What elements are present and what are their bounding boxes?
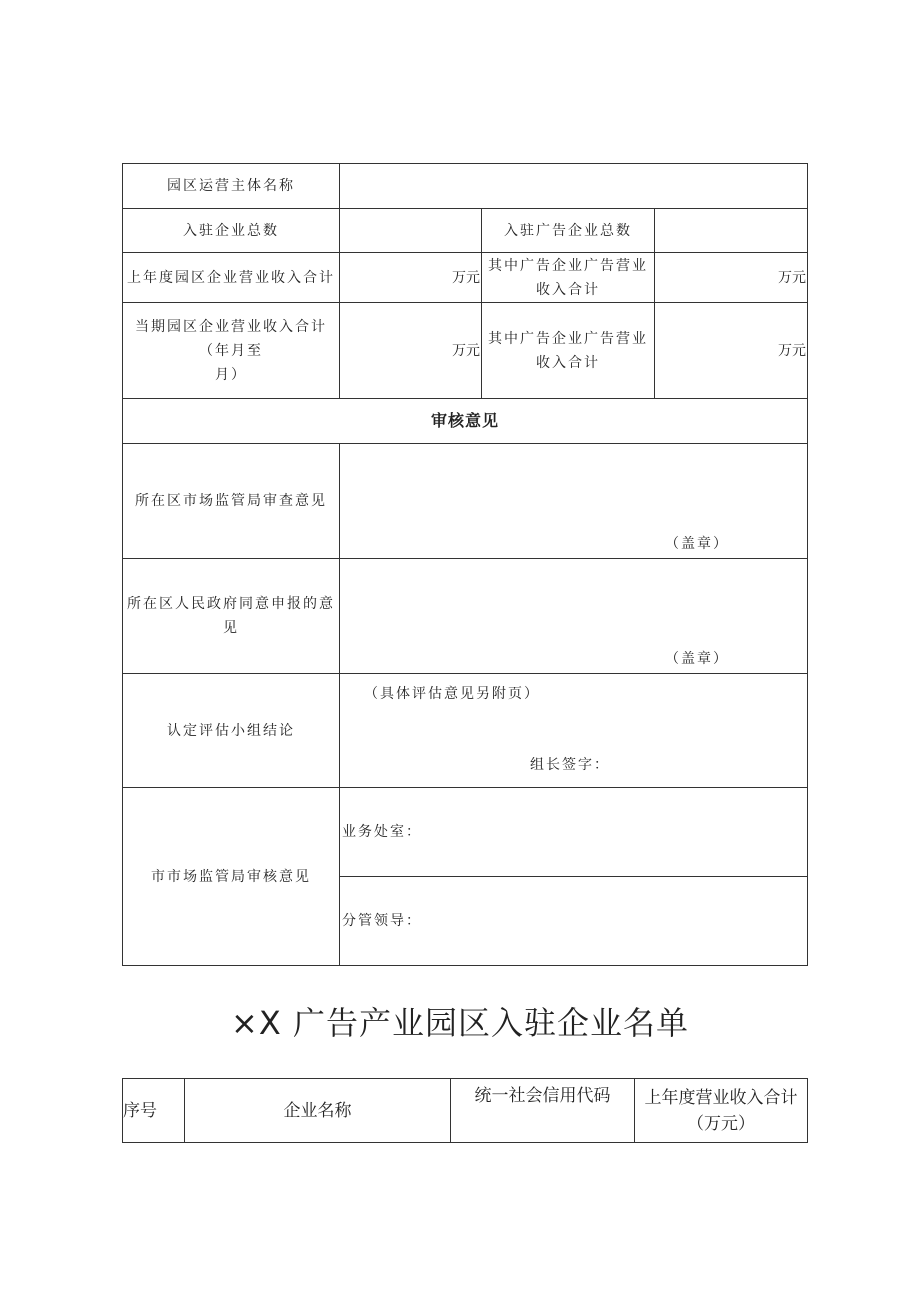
- review-heading-row: [123, 399, 808, 444]
- application-form-table: [122, 163, 808, 966]
- operator-value-field[interactable]: [340, 164, 808, 209]
- city-smb-row-1: [123, 788, 808, 877]
- current-revenue-label-line1: 当期园区企业营业收入合计: [135, 318, 327, 335]
- enterprise-list-title: ×X 广告产业园区入驻企业名单: [231, 1004, 689, 1042]
- current-revenue-unit: 万元: [452, 342, 480, 359]
- last-year-revenue-field[interactable]: [340, 253, 482, 303]
- panel-sign-label: 组长签字：: [530, 757, 610, 773]
- ad-enterprises-field[interactable]: [655, 209, 808, 253]
- last-year-ad-revenue-label: 其中广告企业广告营业收入合计: [482, 253, 655, 303]
- district-smb-opinion-field[interactable]: [340, 444, 808, 559]
- last-year-ad-revenue-unit: 万元: [778, 269, 807, 286]
- current-revenue-label-line2: （年月至: [199, 342, 263, 359]
- last-year-revenue-unit: 万元: [452, 269, 480, 286]
- current-ad-revenue-field[interactable]: [655, 303, 808, 399]
- current-revenue-label: [123, 303, 340, 399]
- last-year-ad-revenue-field[interactable]: [655, 253, 808, 303]
- city-dept-field[interactable]: [340, 788, 808, 877]
- panel-conclusion-field[interactable]: [340, 674, 808, 788]
- district-gov-opinion-field[interactable]: [340, 559, 808, 674]
- district-smb-stamp: （盖章）: [665, 536, 730, 552]
- ad-enterprises-label: 入驻广告企业总数: [482, 209, 655, 253]
- current-revenue-field[interactable]: [340, 303, 482, 399]
- panel-conclusion-label: 认定评估小组结论: [123, 674, 340, 788]
- city-smb-label: 市市场监管局审核意见: [123, 788, 340, 966]
- city-leader-label: 分管领导：: [342, 913, 422, 929]
- header-enterprise-name: 企业名称: [185, 1079, 451, 1143]
- current-ad-revenue-unit: 万元: [778, 342, 807, 359]
- current-ad-revenue-label: 其中广告企业广告营业收入合计: [482, 303, 655, 399]
- last-year-revenue-label: 上年度园区企业营业收入合计: [123, 253, 340, 303]
- current-revenue-row: [123, 303, 808, 399]
- header-credit-code: 统一社会信用代码: [451, 1079, 635, 1143]
- city-leader-field[interactable]: [340, 877, 808, 966]
- district-smb-label: 所在区市场监管局审查意见: [123, 444, 340, 559]
- district-gov-stamp: （盖章）: [665, 651, 730, 667]
- district-gov-label: 所在区人民政府同意申报的意见: [123, 559, 340, 674]
- operator-row: [123, 164, 808, 209]
- panel-conclusion-row: [123, 674, 808, 788]
- panel-note: （具体评估意见另附页）: [364, 686, 540, 702]
- total-enterprises-field[interactable]: [340, 209, 482, 253]
- header-last-year-revenue: 上年度营业收入合计（万元）: [635, 1079, 808, 1143]
- operator-label: 园区运营主体名称: [123, 164, 340, 209]
- city-dept-label: 业务处室：: [342, 824, 422, 840]
- enterprise-count-row: [123, 209, 808, 253]
- current-revenue-label-line3: 月）: [215, 366, 247, 383]
- district-smb-row: [123, 444, 808, 559]
- enterprise-list-table: [122, 1078, 808, 1143]
- header-serial: 序号: [123, 1079, 185, 1143]
- district-gov-row: [123, 559, 808, 674]
- enterprise-list-header-row: [123, 1079, 808, 1143]
- review-heading: 审核意见: [123, 399, 808, 444]
- total-enterprises-label: 入驻企业总数: [123, 209, 340, 253]
- last-year-revenue-row: [123, 253, 808, 303]
